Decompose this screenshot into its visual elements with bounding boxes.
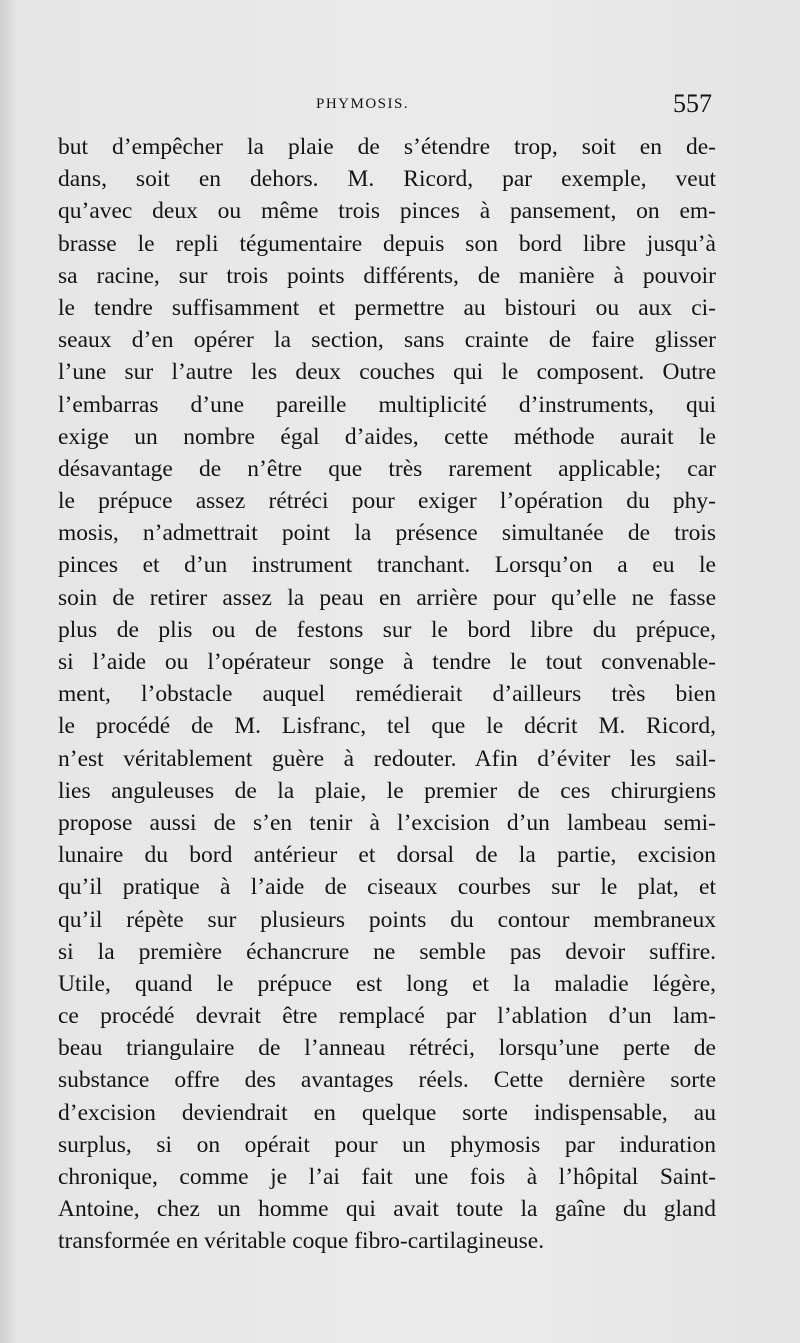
text-line: substance offre des avantages réels. Cette dernière sorte: [58, 1067, 716, 1094]
text-line: chronique, comme je l’ai fait une fois à l’hôpital Saint-: [58, 1164, 716, 1190]
text-line: n’est véritablement guère à redouter. Afin d’éviter les sail-: [58, 745, 716, 772]
text-line: Utile, quand le prépuce est long et la maladie légère,: [58, 970, 716, 997]
text-line: pinces et d’un instrument tranchant. Lorsqu’on a eu le: [58, 552, 716, 579]
text-line: exige un nombre égal d’aides, cette méthode aurait le: [58, 423, 716, 450]
text-line: ment, l’obstacle auquel remédierait d’ailleurs très bien: [58, 681, 716, 708]
text-line: le procédé de M. Lisfranc, tel que le décrit M. Ricord,: [58, 713, 716, 740]
text-line: mosis, n’admettrait point la présence simultanée de trois: [58, 520, 716, 547]
text-line: qu’il pratique à l’aide de ciseaux courbes sur le plat, et: [58, 874, 716, 901]
running-head: [0, 89, 800, 122]
text-line: plus de plis ou de festons sur le bord libre du prépuce,: [58, 616, 716, 643]
text-line: seaux d’en opérer la section, sans crainte de faire glisser: [58, 327, 716, 354]
text-line: lunaire du bord antérieur et dorsal de la partie, excision: [58, 842, 716, 869]
page-number: 557: [673, 89, 712, 118]
text-line: Antoine, chez un homme qui avait toute la gaîne du gland: [58, 1196, 716, 1223]
text-line: si la première échancrure ne semble pas devoir suffire.: [58, 938, 716, 965]
text-line: transformée en véritable coque fibro-cartilagineuse.: [58, 1228, 545, 1255]
text-line: le tendre suffisamment et permettre au bistouri ou aux ci-: [58, 294, 716, 321]
text-line: l’embarras d’une pareille multiplicité d’instruments, qui: [58, 391, 716, 418]
text-line: soin de retirer assez la peau en arrière pour qu’elle ne fasse: [58, 584, 716, 611]
text-line: d’excision deviendrait en quelque sorte indispensable, au: [58, 1099, 716, 1126]
text-line: beau triangulaire de l’anneau rétréci, lorsqu’une perte de: [58, 1035, 716, 1062]
text-line: propose aussi de s’en tenir à l’excision d’un lambeau semi-: [58, 809, 716, 836]
text-line: but d’empêcher la plaie de s’étendre trop, soit en de-: [58, 134, 716, 160]
text-line: sa racine, sur trois points différents, de manière à pouvoir: [58, 262, 716, 289]
text-line: qu’avec deux ou même trois pinces à pansement, on em-: [58, 198, 716, 225]
text-line: le prépuce assez rétréci pour exiger l’opération du phy-: [58, 488, 716, 515]
text-line: l’une sur l’autre les deux couches qui le composent. Outre: [58, 359, 716, 386]
text-line: qu’il répète sur plusieurs points du contour membraneux: [58, 906, 716, 933]
text-line: surplus, si on opérait pour un phymosis par induration: [58, 1131, 716, 1158]
text-line: lies anguleuses de la plaie, le premier de ces chirurgiens: [58, 777, 716, 804]
text-line: ce procédé devrait être remplacé par l’ablation d’un lam-: [58, 1003, 716, 1030]
body-text: [58, 131, 716, 1258]
text-line: si l’aide ou l’opérateur songe à tendre le tout convenable-: [58, 649, 716, 675]
text-line: dans, soit en dehors. M. Ricord, par exemple, veut: [58, 166, 716, 193]
text-line: brasse le repli tégumentaire depuis son bord libre jusqu’à: [58, 230, 716, 257]
running-head-title: PHYMOSIS.: [316, 96, 410, 112]
text-line: désavantage de n’être que très rarement applicable; car: [58, 455, 716, 482]
